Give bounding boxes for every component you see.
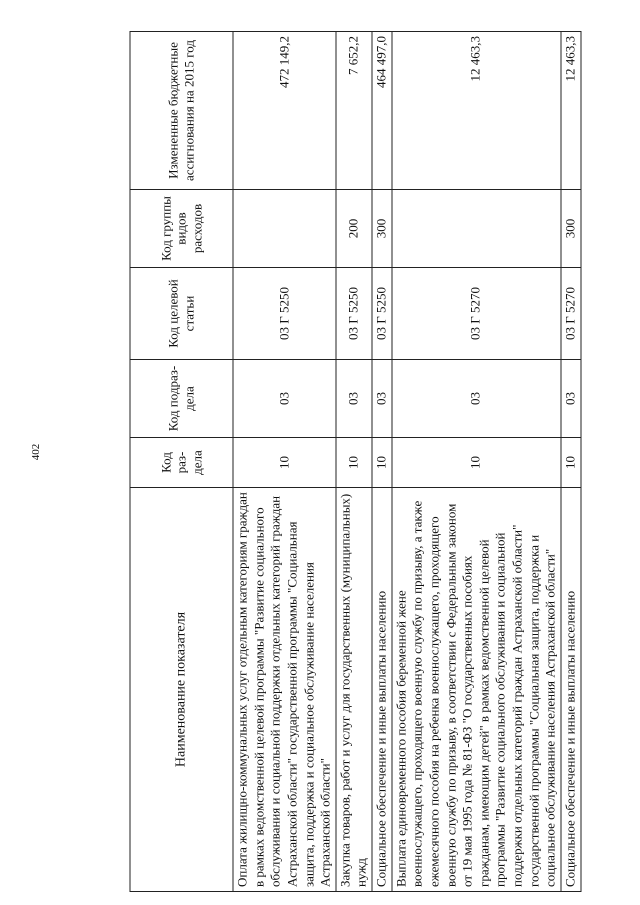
row-name: Социальное обеспечение и иные выплаты населению bbox=[372, 488, 392, 892]
row-expense-group-code bbox=[233, 190, 336, 268]
header-expense-group-code: Код группы видов расходов bbox=[130, 190, 233, 268]
row-subsection-code: 03 bbox=[561, 360, 581, 438]
row-article-code: 03 Г 5250 bbox=[233, 268, 336, 360]
table-row bbox=[336, 32, 372, 892]
row-article-code: 03 Г 5270 bbox=[561, 268, 581, 360]
table-row bbox=[561, 32, 581, 892]
row-section-code: 10 bbox=[336, 438, 372, 488]
row-expense-group-code: 200 bbox=[336, 190, 372, 268]
row-subsection-code: 03 bbox=[372, 360, 392, 438]
row-section-code: 10 bbox=[233, 438, 336, 488]
table-header-row bbox=[130, 32, 233, 892]
header-subsection-code: Код подраз- дела bbox=[130, 360, 233, 438]
header-article-code: Код целевой статьи bbox=[130, 268, 233, 360]
header-section-code: Код раз- дела bbox=[130, 438, 233, 488]
header-name: Наименование показателя bbox=[130, 488, 233, 892]
row-expense-group-code: 300 bbox=[372, 190, 392, 268]
row-article-code: 03 Г 5250 bbox=[372, 268, 392, 360]
row-name: Оплата жилищно-коммунальных услуг отдельным категориям граждан в рамках ведомственной целевой программы "Развитие социального обслуживания и социальной поддержки отдельных категорий граждан Астраханской области" государственной программы "Социальная защита, поддержка и социальное обслуживание населения Астраханской области" bbox=[233, 488, 336, 892]
row-name: Выплата единовременного пособия беременной жене военнослужащего, проходящего военную службу по призыву, а также ежемесячного пособия на ребенка военнослужащего, проходящего военную службу по призыву, в соответствии с Федеральным законом от 19 мая 1995 года № 81-ФЗ "О государственных пособиях гражданам, имеющим детей" в рамках ведомственной целевой программы "Развитие социального обслуживания и социальной поддержки отдельных категорий граждан Астраханской области" государственной программы "Социальная защита, поддержка и социальное обслуживание населения Астраханской области" bbox=[392, 488, 561, 892]
header-amount: Измененные бюджетные ассигнования на 2015 год bbox=[130, 32, 233, 190]
row-article-code: 03 Г 5270 bbox=[392, 268, 561, 360]
row-amount: 12 463,3 bbox=[392, 32, 561, 190]
row-amount: 12 463,3 bbox=[561, 32, 581, 190]
row-section-code: 10 bbox=[392, 438, 561, 488]
row-section-code: 10 bbox=[372, 438, 392, 488]
row-amount: 464 497,0 bbox=[372, 32, 392, 190]
row-expense-group-code: 300 bbox=[561, 190, 581, 268]
row-subsection-code: 03 bbox=[233, 360, 336, 438]
row-name: Закупка товаров, работ и услуг для государственных (муниципальных) нужд bbox=[336, 488, 372, 892]
row-article-code: 03 Г 5250 bbox=[336, 268, 372, 360]
row-section-code: 10 bbox=[561, 438, 581, 488]
rotated-page-content bbox=[130, 32, 578, 892]
page-number: 402 bbox=[30, 443, 42, 461]
row-expense-group-code bbox=[392, 190, 561, 268]
table-row bbox=[372, 32, 392, 892]
table-row bbox=[392, 32, 561, 892]
budget-table bbox=[130, 31, 582, 892]
row-subsection-code: 03 bbox=[392, 360, 561, 438]
row-amount: 7 652,2 bbox=[336, 32, 372, 190]
row-amount: 472 149,2 bbox=[233, 32, 336, 190]
row-subsection-code: 03 bbox=[336, 360, 372, 438]
row-name: Социальное обеспечение и иные выплаты населению bbox=[561, 488, 581, 892]
table-row bbox=[233, 32, 336, 892]
